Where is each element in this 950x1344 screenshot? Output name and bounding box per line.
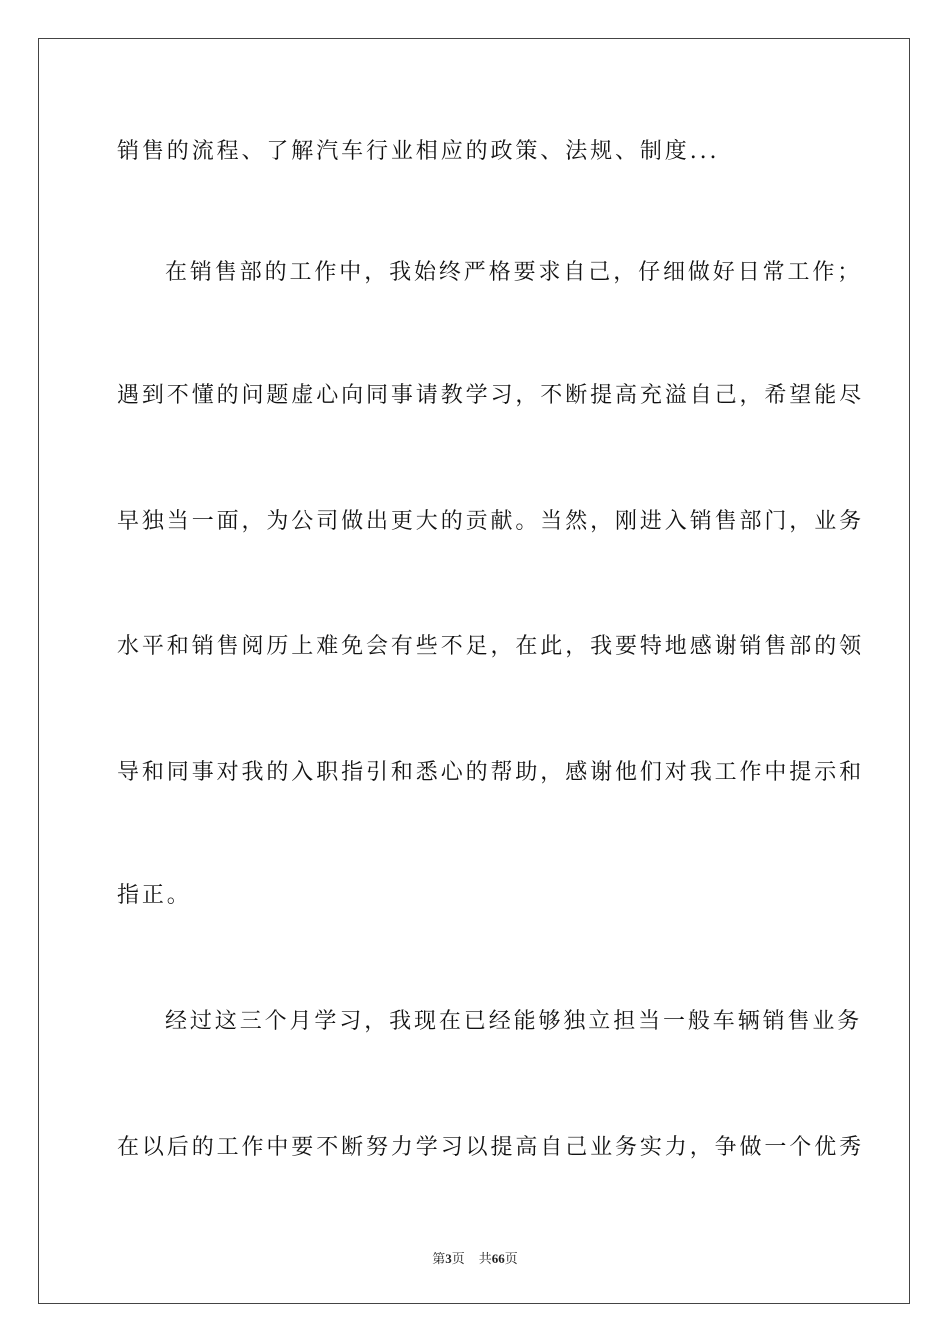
page-suffix: 页 bbox=[451, 1251, 465, 1266]
text-line: 指正。 bbox=[117, 883, 192, 908]
total-pages: 66 bbox=[491, 1251, 505, 1266]
page-footer bbox=[0, 1248, 950, 1267]
paragraph-start-line: 在销售部的工作中，我始终严格要求自己，仔细做好日常工作； bbox=[165, 260, 863, 285]
page-number: 3 bbox=[445, 1251, 452, 1266]
total-prefix: 共 bbox=[478, 1251, 492, 1266]
page-border bbox=[38, 38, 910, 1304]
text-line: 导和同事对我的入职指引和悉心的帮助，感谢他们对我工作中提示和 bbox=[117, 760, 865, 785]
page-prefix: 第 bbox=[432, 1251, 446, 1266]
text-line: 遇到不懂的问题虚心向同事请教学习，不断提高充溢自己，希望能尽 bbox=[117, 383, 865, 408]
total-suffix: 页 bbox=[504, 1251, 518, 1266]
text-line: 销售的流程、了解汽车行业相应的政策、法规、制度... bbox=[117, 139, 720, 164]
text-line: 在以后的工作中要不断努力学习以提高自己业务实力，争做一个优秀 bbox=[117, 1135, 865, 1160]
text-line: 水平和销售阅历上难免会有些不足，在此，我要特地感谢销售部的领 bbox=[117, 634, 865, 659]
paragraph-start-line: 经过这三个月学习，我现在已经能够独立担当一般车辆销售业务 bbox=[165, 1009, 863, 1034]
text-line: 早独当一面，为公司做出更大的贡献。当然，刚进入销售部门，业务 bbox=[117, 509, 865, 534]
